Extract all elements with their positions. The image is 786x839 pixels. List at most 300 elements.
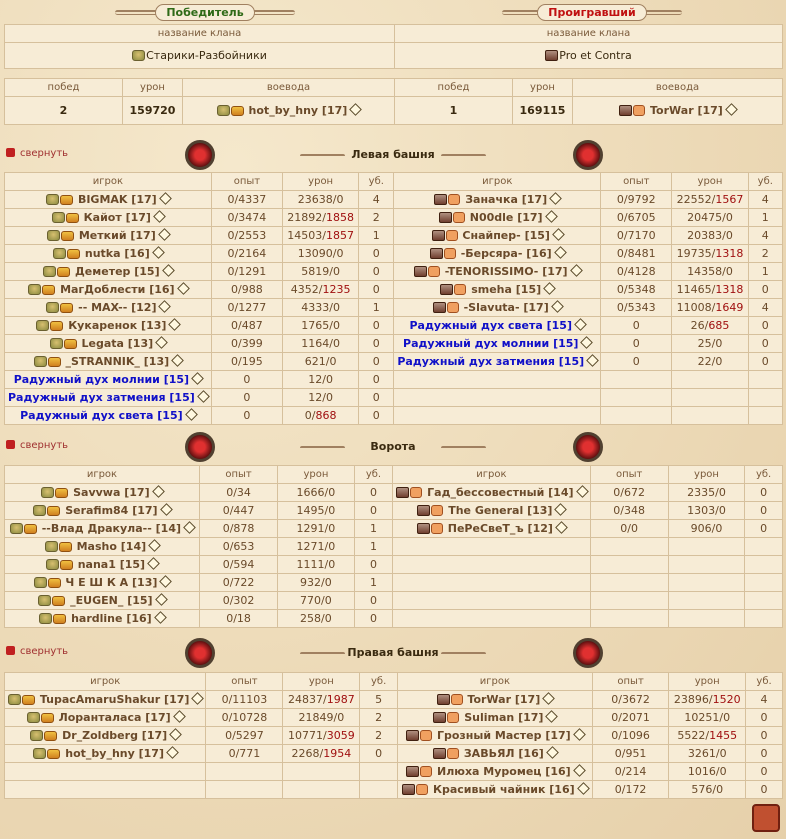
table-cell: 0/2071 [592, 709, 669, 727]
clan-icon [217, 105, 230, 116]
table-cell: 1 [748, 209, 782, 227]
empty-cell [394, 407, 601, 425]
info-icon[interactable] [546, 710, 559, 723]
table-cell: 20475/0 [672, 209, 748, 227]
empty-cell [590, 538, 668, 556]
winner-leader[interactable]: hot_by_hny [17] [183, 97, 395, 125]
table-cell: 0/5297 [206, 727, 283, 745]
info-icon[interactable] [162, 264, 175, 277]
medal-icon [185, 638, 215, 668]
clan-icon [406, 730, 419, 741]
player-cell[interactable]: BIGMAK [17] [5, 191, 212, 209]
player-cell[interactable]: Dr_Zoldberg [17] [5, 727, 206, 745]
table-row [5, 727, 783, 745]
info-icon[interactable] [573, 764, 586, 777]
empty-cell [360, 763, 398, 781]
table-row [5, 691, 783, 709]
rank-icon [53, 614, 66, 624]
table-cell: 0/10728 [206, 709, 283, 727]
table-cell: 0/9792 [601, 191, 672, 209]
clan-icon [433, 302, 446, 313]
table-row [5, 245, 783, 263]
player-cell[interactable]: nutka [16] [5, 245, 212, 263]
table-cell: 0/0 [590, 520, 668, 538]
clan-icon [417, 523, 430, 534]
info-icon[interactable] [543, 282, 556, 295]
player-cell[interactable]: --Влад Дракула-- [14] [5, 520, 200, 538]
info-icon[interactable] [159, 192, 172, 205]
player-cell[interactable]: Гад_бессовестный [14] [393, 484, 590, 502]
info-icon[interactable] [555, 503, 568, 516]
info-icon[interactable] [554, 246, 567, 259]
info-icon[interactable] [545, 210, 558, 223]
damage-header: урон [123, 79, 183, 97]
medal-icon [185, 140, 215, 170]
table-cell: 0/4128 [601, 263, 672, 281]
collapse-button[interactable]: свернуть [6, 646, 68, 657]
column-header: игрок [394, 173, 601, 191]
clan-icon [46, 559, 59, 570]
player-cell[interactable]: МагДоблести [16] [5, 281, 212, 299]
player-cell[interactable]: Деметер [15] [5, 263, 212, 281]
table-row [5, 484, 783, 502]
info-icon[interactable] [160, 503, 173, 516]
clan-icon [39, 613, 52, 624]
info-icon[interactable] [586, 354, 599, 367]
clan-stats-table [4, 78, 783, 125]
table-cell: 1765/0 [283, 317, 359, 335]
rank-icon [454, 284, 466, 295]
clan-icon [10, 523, 23, 534]
info-icon[interactable] [197, 390, 210, 403]
column-header: игрок [393, 466, 590, 484]
table-cell: 0 [354, 484, 393, 502]
info-icon[interactable] [542, 692, 555, 705]
player-cell[interactable]: _EUGEN_ [15] [5, 592, 200, 610]
player-cell[interactable]: Красивый чайник [16] [398, 781, 593, 799]
collapse-icon [6, 440, 15, 449]
info-icon[interactable] [577, 782, 590, 795]
player-cell[interactable]: Кайот [17] [5, 209, 212, 227]
rank-icon [447, 302, 459, 313]
rank-icon [444, 248, 456, 259]
player-cell[interactable]: Радужный дух света [15] [394, 317, 601, 335]
player-cell[interactable]: Serafim84 [17] [5, 502, 200, 520]
info-icon[interactable] [549, 192, 562, 205]
clan-icon [34, 356, 47, 367]
clan-icon [36, 320, 49, 331]
table-cell: 5522/1455 [669, 727, 746, 745]
table-cell: 0/5348 [601, 281, 672, 299]
table-cell: 1111/0 [278, 556, 354, 574]
rank-icon [67, 249, 80, 259]
table-cell: 0 [746, 763, 783, 781]
rank-icon [416, 784, 428, 795]
player-cell[interactable]: Лоранталаса [17] [5, 709, 206, 727]
info-icon[interactable] [171, 354, 184, 367]
collapse-button[interactable]: свернуть [6, 440, 68, 451]
table-cell: 10771/3059 [283, 727, 360, 745]
player-cell[interactable]: Заначка [17] [394, 191, 601, 209]
table-cell: 20383/0 [672, 227, 748, 245]
clan-icon [433, 712, 446, 723]
empty-cell [206, 763, 283, 781]
rank-icon [47, 749, 60, 759]
player-cell[interactable]: TupacAmaruShakur [17] [5, 691, 206, 709]
player-cell[interactable]: ЗАВЬЯЛ [16] [398, 745, 593, 763]
column-header: опыт [592, 673, 669, 691]
column-header: уб. [746, 673, 783, 691]
player-cell[interactable]: Радужный дух затмения [15] [5, 389, 212, 407]
table-cell: 22/0 [672, 353, 748, 371]
player-cell[interactable]: Радужный дух света [15] [5, 407, 212, 425]
column-header: опыт [601, 173, 672, 191]
table-cell: 0 [359, 389, 394, 407]
table-cell: 0 [359, 317, 394, 335]
clan-icon [402, 784, 415, 795]
clan-info-table [4, 24, 783, 69]
empty-cell [672, 407, 748, 425]
table-cell: 12/0 [283, 389, 359, 407]
player-cell[interactable]: -Slavuta- [17] [394, 299, 601, 317]
column-header: уб. [354, 466, 393, 484]
rank-icon [60, 560, 73, 570]
info-icon[interactable] [725, 103, 738, 116]
empty-cell [394, 389, 601, 407]
table-cell: 25/0 [672, 335, 748, 353]
damage-header: урон [513, 79, 573, 97]
info-icon[interactable] [183, 521, 196, 534]
winner-label: Победитель [155, 4, 254, 21]
player-cell[interactable]: -- MAX-- [12] [5, 299, 212, 317]
info-icon[interactable] [147, 557, 160, 570]
player-cell[interactable]: hot_by_hny [17] [5, 745, 206, 763]
table-cell: 0 [211, 389, 282, 407]
table-cell: 0 [354, 556, 393, 574]
table-row [5, 556, 783, 574]
rank-icon [447, 712, 459, 723]
column-header: уб. [359, 173, 394, 191]
info-icon[interactable] [576, 485, 589, 498]
player-cell[interactable]: Меткий [17] [5, 227, 212, 245]
clan-icon [50, 338, 63, 349]
table-cell: 576/0 [669, 781, 746, 799]
table-cell: 0 [748, 335, 782, 353]
empty-cell [672, 371, 748, 389]
loser-header [502, 3, 682, 22]
empty-cell [668, 610, 744, 628]
player-cell[interactable]: N00dle [17] [394, 209, 601, 227]
rank-icon [61, 231, 74, 241]
info-icon[interactable] [552, 228, 565, 241]
rank-icon [24, 524, 37, 534]
table-row [5, 709, 783, 727]
table-cell: 1016/0 [669, 763, 746, 781]
column-header: игрок [5, 673, 206, 691]
clan-icon [437, 694, 450, 705]
info-icon[interactable] [581, 336, 594, 349]
player-cell[interactable]: TorWar [17] [398, 691, 593, 709]
info-icon[interactable] [166, 746, 179, 759]
table-cell: 2 [360, 727, 398, 745]
clan-icon [46, 194, 59, 205]
table-row [5, 227, 783, 245]
info-icon[interactable] [551, 300, 564, 313]
section-header [0, 638, 786, 668]
player-cell[interactable]: ПеРеСвеТ_ъ [12] [393, 520, 590, 538]
info-icon[interactable] [177, 282, 190, 295]
table-cell: 0 [746, 745, 783, 763]
table-cell: 19735/1318 [672, 245, 748, 263]
info-icon[interactable] [159, 300, 172, 313]
loser-damage: 169115 [513, 97, 573, 125]
loser-leader[interactable]: TorWar [17] [573, 97, 783, 125]
player-cell[interactable]: The General [13] [393, 502, 590, 520]
table-cell: 0 [746, 709, 783, 727]
section-title: Ворота [300, 440, 486, 453]
clan-icon [41, 487, 54, 498]
info-icon[interactable] [185, 408, 198, 421]
clan-icon [8, 694, 21, 705]
table-cell: 0/771 [206, 745, 283, 763]
table-row [5, 502, 783, 520]
table-row [5, 371, 783, 389]
empty-cell [745, 538, 783, 556]
table-cell: 0/447 [199, 502, 277, 520]
table-cell: 0 [354, 610, 393, 628]
player-cell[interactable]: -Берсяра- [16] [394, 245, 601, 263]
info-icon[interactable] [574, 318, 587, 331]
empty-cell [745, 610, 783, 628]
table-cell: 0 [748, 353, 782, 371]
player-cell[interactable]: Радужный дух молнии [15] [394, 335, 601, 353]
info-icon[interactable] [169, 728, 182, 741]
info-icon[interactable] [152, 246, 165, 259]
info-icon[interactable] [153, 210, 166, 223]
table-cell: 1164/0 [283, 335, 359, 353]
collapse-button[interactable]: свернуть [6, 148, 68, 159]
table-cell: 0 [359, 407, 394, 425]
wins-header: побед [395, 79, 513, 97]
table-cell: 0 [359, 371, 394, 389]
empty-cell [394, 371, 601, 389]
column-header: урон [283, 673, 360, 691]
clan-icon [53, 248, 66, 259]
player-cell[interactable]: smeha [15] [394, 281, 601, 299]
table-cell: 14503/1857 [283, 227, 359, 245]
info-icon[interactable] [349, 103, 362, 116]
player-cell[interactable]: _STRANNIK_ [13] [5, 353, 212, 371]
clan-icon [34, 577, 47, 588]
table-cell: 0 [745, 484, 783, 502]
info-icon[interactable] [570, 264, 583, 277]
info-icon[interactable] [192, 692, 205, 705]
player-cell[interactable]: Legata [13] [5, 335, 212, 353]
section-header [0, 140, 786, 170]
info-icon[interactable] [155, 336, 168, 349]
table-cell: 21849/0 [283, 709, 360, 727]
clan-icon [406, 766, 419, 777]
table-cell: 770/0 [278, 592, 354, 610]
column-header: урон [283, 173, 359, 191]
table-cell: 0/8481 [601, 245, 672, 263]
battle-table [4, 465, 783, 628]
empty-cell [668, 574, 744, 592]
rank-icon [60, 303, 73, 313]
table-cell: 258/0 [278, 610, 354, 628]
info-icon[interactable] [155, 593, 168, 606]
player-cell[interactable]: Suliman [17] [398, 709, 593, 727]
battle-table [4, 672, 783, 799]
table-cell: 1666/0 [278, 484, 354, 502]
info-icon[interactable] [169, 318, 182, 331]
rank-icon [64, 339, 77, 349]
player-cell[interactable]: Ч Е Ш К А [13] [5, 574, 200, 592]
column-header: опыт [206, 673, 283, 691]
table-cell: 0/951 [592, 745, 669, 763]
rank-icon [451, 694, 463, 705]
loser-wins: 1 [395, 97, 513, 125]
info-icon[interactable] [573, 728, 586, 741]
table-cell: 22552/1567 [672, 191, 748, 209]
info-icon[interactable] [173, 710, 186, 723]
table-cell: 0 [359, 245, 394, 263]
table-cell: 0 [359, 335, 394, 353]
scroll-up-icon[interactable] [752, 804, 780, 832]
info-icon[interactable] [191, 372, 204, 385]
column-header: игрок [5, 173, 212, 191]
player-cell[interactable]: Грозный Мастер [17] [398, 727, 593, 745]
clan-icon [38, 595, 51, 606]
table-cell: 0/172 [592, 781, 669, 799]
clan-icon [47, 230, 60, 241]
table-cell: 0 [748, 281, 782, 299]
table-cell: 0/3474 [211, 209, 282, 227]
empty-cell [5, 763, 206, 781]
table-cell: 0/34 [199, 484, 277, 502]
clan-icon [30, 730, 43, 741]
player-cell[interactable]: Радужный дух затмения [15] [394, 353, 601, 371]
table-cell: 26/685 [672, 317, 748, 335]
clan-icon [439, 212, 452, 223]
rank-icon [428, 266, 440, 277]
empty-cell [590, 574, 668, 592]
empty-cell [748, 371, 782, 389]
player-cell[interactable]: Снайпер- [15] [394, 227, 601, 245]
player-cell[interactable]: Илюха Муромец [16] [398, 763, 593, 781]
table-cell: 0/214 [592, 763, 669, 781]
table-cell: 0 [745, 502, 783, 520]
table-cell: 0/3672 [592, 691, 669, 709]
table-cell: 2335/0 [668, 484, 744, 502]
table-cell: 0/868 [283, 407, 359, 425]
rank-icon [48, 357, 61, 367]
empty-cell [590, 592, 668, 610]
empty-cell [393, 538, 590, 556]
column-header: игрок [398, 673, 593, 691]
empty-cell [5, 781, 206, 799]
table-cell: 0/195 [211, 353, 282, 371]
empty-cell [590, 556, 668, 574]
column-header: урон [278, 466, 354, 484]
info-icon[interactable] [154, 611, 167, 624]
info-icon[interactable] [160, 575, 173, 588]
section-title: Левая башня [300, 148, 486, 161]
empty-cell [393, 556, 590, 574]
empty-cell [672, 389, 748, 407]
table-row [5, 781, 783, 799]
info-icon[interactable] [148, 539, 161, 552]
column-header: урон [669, 673, 746, 691]
medal-icon [573, 140, 603, 170]
collapse-icon [6, 646, 15, 655]
table-cell: 621/0 [283, 353, 359, 371]
medal-icon [573, 432, 603, 462]
winner-clan[interactable]: Старики-Разбойники [5, 43, 395, 69]
table-cell: 0/1291 [211, 263, 282, 281]
clan-icon [46, 302, 59, 313]
player-cell[interactable]: Радужный дух молнии [15] [5, 371, 212, 389]
table-cell: 0/4337 [211, 191, 282, 209]
player-cell[interactable]: Savvwa [17] [5, 484, 200, 502]
table-row [5, 263, 783, 281]
table-cell: 0/5343 [601, 299, 672, 317]
table-cell: 0 [211, 371, 282, 389]
player-cell[interactable]: Кукаренок [13] [5, 317, 212, 335]
clan-icon [434, 194, 447, 205]
table-cell: 0/672 [590, 484, 668, 502]
info-icon[interactable] [152, 485, 165, 498]
player-cell[interactable]: Masho [14] [5, 538, 200, 556]
table-cell: 0 [601, 335, 672, 353]
player-cell[interactable]: -TENORISSIMO- [17] [394, 263, 601, 281]
table-cell: 0/7170 [601, 227, 672, 245]
table-row [5, 520, 783, 538]
table-row [5, 538, 783, 556]
info-icon[interactable] [546, 746, 559, 759]
column-header: опыт [211, 173, 282, 191]
info-icon[interactable] [158, 228, 171, 241]
info-icon[interactable] [555, 521, 568, 534]
table-cell: 0 [359, 353, 394, 371]
table-cell: 14358/0 [672, 263, 748, 281]
rank-icon [55, 488, 68, 498]
table-cell: 2 [360, 709, 398, 727]
rank-icon [453, 212, 465, 223]
table-cell: 1 [359, 227, 394, 245]
column-header: опыт [590, 466, 668, 484]
rank-icon [431, 523, 443, 534]
empty-cell [393, 592, 590, 610]
empty-cell [745, 592, 783, 610]
player-cell[interactable]: hardline [16] [5, 610, 200, 628]
loser-clan[interactable]: Pro et Contra [395, 43, 783, 69]
clan-icon [52, 212, 65, 223]
table-cell: 4333/0 [283, 299, 359, 317]
table-row [5, 592, 783, 610]
rank-icon [66, 213, 79, 223]
clan-icon [396, 487, 409, 498]
battle-table [4, 172, 783, 425]
table-cell: 24837/1987 [283, 691, 360, 709]
table-cell: 0 [359, 281, 394, 299]
table-cell: 23896/1520 [669, 691, 746, 709]
rank-icon [231, 106, 244, 116]
table-cell: 0/1096 [592, 727, 669, 745]
clan-icon [45, 541, 58, 552]
player-cell[interactable]: nana1 [15] [5, 556, 200, 574]
clan-icon [28, 284, 41, 295]
